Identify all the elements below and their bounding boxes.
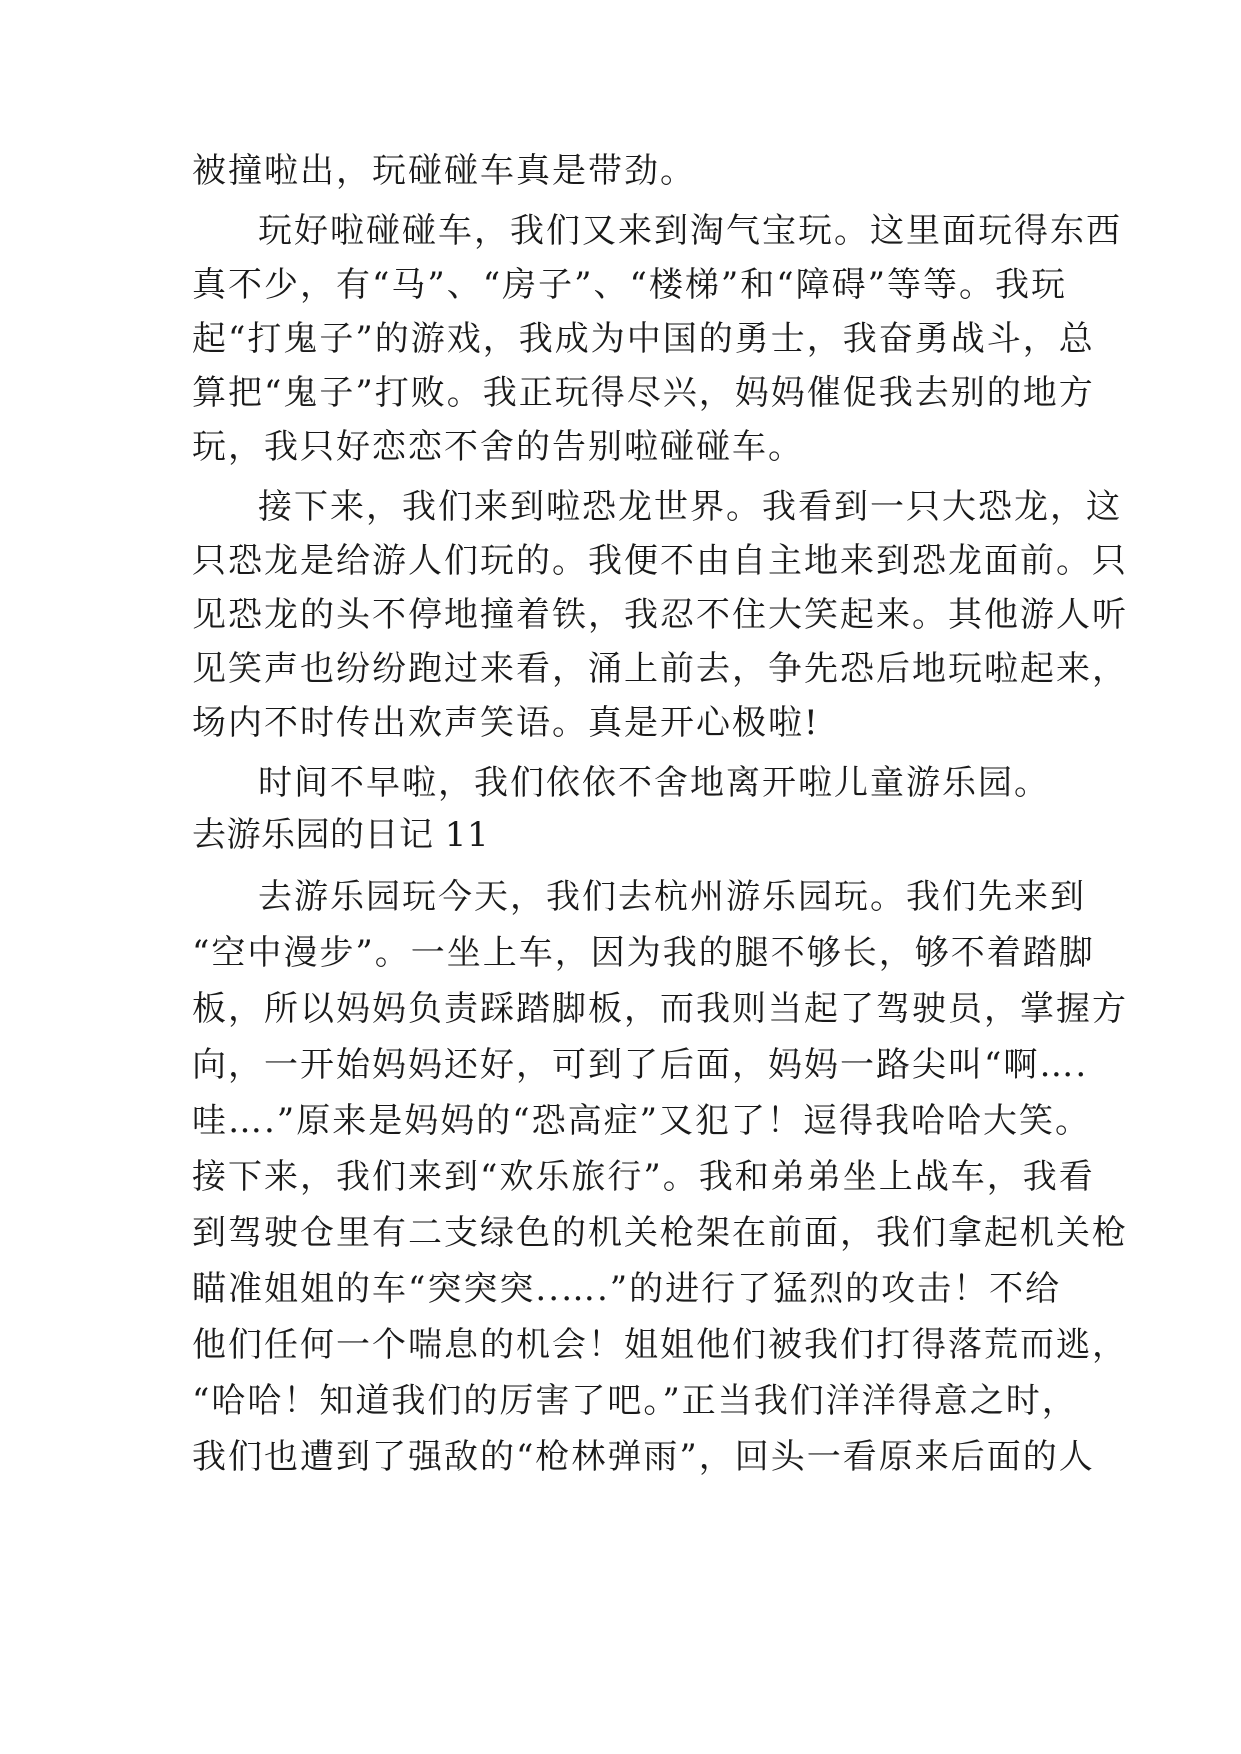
paragraph-start-line: 时间不早啦，我们依依不舍地离开啦儿童游乐园。 xyxy=(258,763,1050,803)
text-line: 他们任何一个喘息的机会！姐姐他们被我们打得落荒而逃， xyxy=(192,1325,1128,1365)
text-line: 向，一开始妈妈还好，可到了后面，妈妈一路尖叫“啊…. xyxy=(192,1045,1089,1085)
section-heading: 去游乐园的日记 11 xyxy=(192,815,490,855)
text-line: 真不少，有“马”、“房子”、“楼梯”和“障碍”等等。我玩 xyxy=(192,265,1068,305)
text-line: “哈哈！知道我们的厉害了吧。”正当我们洋洋得意之时， xyxy=(192,1381,1078,1421)
paragraph-start-line: 玩好啦碰碰车，我们又来到淘气宝玩。这里面玩得东西 xyxy=(258,211,1122,251)
text-line: 场内不时传出欢声笑语。真是开心极啦! xyxy=(192,703,820,743)
text-line: 起“打鬼子”的游戏，我成为中国的勇士，我奋勇战斗，总 xyxy=(192,319,1095,359)
text-line: 见笑声也纷纷跑过来看，涌上前去，争先恐后地玩啦起来， xyxy=(192,649,1128,689)
text-line: 算把“鬼子”打败。我正玩得尽兴，妈妈催促我去别的地方 xyxy=(192,373,1095,413)
paragraph-start-line: 去游乐园玩今天，我们去杭州游乐园玩。我们先来到 xyxy=(258,877,1086,917)
text-line: 接下来，我们来到“欢乐旅行”。我和弟弟坐上战车，我看 xyxy=(192,1157,1095,1197)
text-line: 见恐龙的头不停地撞着铁，我忍不住大笑起来。其他游人听 xyxy=(192,595,1128,635)
text-line: 哇….”原来是妈妈的“恐高症”又犯了！逗得我哈哈大笑。 xyxy=(192,1101,1091,1141)
text-line: 只恐龙是给游人们玩的。我便不由自主地来到恐龙面前。只 xyxy=(192,541,1128,581)
text-line: 我们也遭到了强敌的“枪林弹雨”，回头一看原来后面的人 xyxy=(192,1437,1095,1477)
text-line: 被撞啦出，玩碰碰车真是带劲。 xyxy=(192,151,696,191)
text-line: 到驾驶仓里有二支绿色的机关枪架在前面，我们拿起机关枪 xyxy=(192,1213,1128,1253)
text-line: 瞄准姐姐的车“突突突..….”的进行了猛烈的攻击！不给 xyxy=(192,1269,1062,1309)
text-line: 玩，我只好恋恋不舍的告别啦碰碰车。 xyxy=(192,427,804,467)
text-line: “空中漫步”。一坐上车，因为我的腿不够长，够不着踏脚 xyxy=(192,933,1095,973)
text-line: 板，所以妈妈负责踩踏脚板，而我则当起了驾驶员，掌握方 xyxy=(192,989,1128,1029)
paragraph-start-line: 接下来，我们来到啦恐龙世界。我看到一只大恐龙，这 xyxy=(258,487,1122,527)
